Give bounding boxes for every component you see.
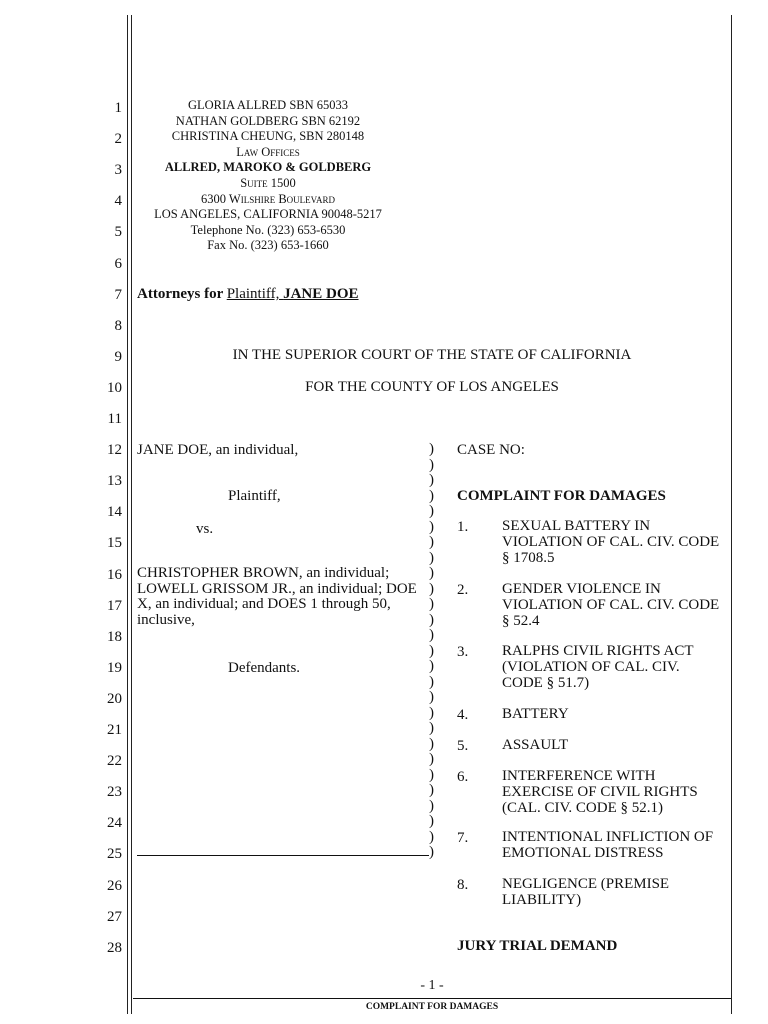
line-number: 22 (107, 753, 122, 770)
caption-paren: ) (429, 689, 434, 705)
suite-line: Suite 1500 (240, 175, 296, 190)
caption-paren: ) (429, 487, 434, 504)
caption-paren: ) (429, 720, 434, 736)
cause-text: SEXUAL BATTERY IN VIOLATION OF CAL. CIV. CODE § 1708.5 (502, 518, 720, 566)
cause-text: NEGLIGENCE (PREMISE LIABILITY) (502, 876, 670, 908)
footer-rule (133, 998, 731, 999)
line-number: 16 (107, 566, 122, 583)
cause-text: GENDER VIOLENCE IN VIOLATION OF CAL. CIV. CODE § 52.4 (502, 581, 720, 629)
line-number: 15 (107, 535, 122, 552)
court-title: IN THE SUPERIOR COURT OF THE STATE OF CALIFORNIA (232, 347, 632, 363)
caption-paren: ) (429, 642, 434, 659)
defendants-role: Defendants. (228, 660, 301, 676)
line-number: 28 (107, 939, 122, 956)
caption-paren: ) (429, 828, 434, 845)
cause-text: ASSAULT (502, 737, 569, 753)
line-number: 9 (114, 348, 122, 365)
cause-number: 4. (457, 707, 469, 723)
attorney-line: CHRISTINA CHEUNG, SBN 280148 (171, 129, 365, 144)
plaintiff-role: Plaintiff, (228, 488, 281, 504)
cause-number: 1. (457, 519, 469, 535)
attorneys-for-prefix: Attorneys for (137, 286, 227, 302)
line-number: 12 (107, 442, 122, 459)
attorney-header (137, 98, 399, 254)
caption-paren: ) (429, 596, 434, 612)
line-number: 8 (114, 317, 122, 334)
line-number: 26 (107, 877, 122, 894)
law-offices-label: Law Offices (236, 144, 300, 159)
left-margin-rule-2 (131, 15, 132, 1014)
line-number: 21 (107, 722, 122, 738)
line-number: 14 (107, 504, 122, 521)
cause-number: 5. (457, 738, 469, 754)
caption-paren: ) (429, 503, 434, 519)
line-number: 7 (114, 286, 122, 303)
caption-paren: ) (429, 751, 434, 767)
caption-paren: ) (429, 580, 434, 597)
cause-number: 6. (457, 769, 469, 785)
line-number: 23 (107, 784, 122, 801)
caption-paren: ) (429, 782, 434, 798)
attorney-line: NATHAN GOLDBERG SBN 62192 (175, 113, 361, 128)
cause-text: INTERFERENCE WITH EXERCISE OF CIVIL RIGHTS (CAL. CIV. CODE § 52.1) (502, 768, 698, 816)
caption-paren: ) (429, 627, 434, 643)
line-number: 3 (114, 162, 122, 179)
line-number: 13 (107, 473, 122, 490)
cause-number: 8. (457, 877, 469, 893)
line-number: 11 (107, 411, 122, 427)
cause-text: INTENTIONAL INFLICTION OF EMOTIONAL DISTRESS (502, 829, 714, 861)
cause-text: RALPHS CIVIL RIGHTS ACT (VIOLATION OF CAL. CIV. CODE § 51.7) (502, 643, 694, 691)
cause-number: 3. (457, 644, 469, 660)
caption-paren: ) (429, 534, 434, 550)
line-number: 4 (114, 193, 122, 210)
line-number: 6 (114, 255, 122, 272)
plaintiff-name: JANE DOE, an individual, (137, 442, 299, 458)
attorneys-for-line (137, 286, 359, 302)
cause-number: 7. (457, 830, 469, 846)
line-number: 17 (107, 597, 122, 614)
caption-paren: ) (429, 704, 434, 721)
attorneys-for-name: JANE DOE (283, 286, 359, 302)
complaint-title: COMPLAINT FOR DAMAGES (457, 488, 666, 504)
line-number: 18 (107, 628, 122, 645)
jury-trial-demand: JURY TRIAL DEMAND (457, 938, 618, 954)
case-number-label: CASE NO: (457, 442, 525, 458)
line-number: 19 (107, 659, 122, 676)
city-line: LOS ANGELES, CALIFORNIA 90048-5217 (154, 207, 382, 222)
line-number: 10 (107, 379, 122, 396)
caption-paren: ) (429, 673, 434, 690)
versus: vs. (196, 521, 214, 537)
line-number: 25 (107, 846, 122, 863)
caption-paren: ) (429, 658, 434, 674)
caption-paren: ) (429, 813, 434, 829)
caption-paren: ) (429, 844, 434, 860)
caption-paren: ) (429, 735, 434, 752)
footer-title: COMPLAINT FOR DAMAGES (365, 1002, 499, 1012)
line-number: 24 (107, 815, 122, 832)
telephone-line: Telephone No. (323) 653-6530 (190, 222, 346, 237)
line-number: 27 (107, 908, 122, 925)
caption-underline (137, 855, 429, 856)
cause-text: BATTERY (502, 706, 569, 722)
attorneys-for-party: Plaintiff, (226, 286, 284, 302)
caption-paren: ) (429, 441, 434, 457)
line-number: 20 (107, 690, 122, 707)
line-number: 2 (114, 131, 122, 148)
caption-paren: ) (429, 472, 434, 488)
caption-paren: ) (429, 797, 434, 814)
defendants-names: CHRISTOPHER BROWN, an individual; LOWELL GRISSOM JR., an individual; DOE X, an individual; and DOES 1 through 50, inclusive, (137, 565, 417, 628)
caption-paren: ) (429, 766, 434, 783)
street-line: 6300 Wilshire Boulevard (201, 191, 335, 206)
left-margin-rule-1 (127, 15, 128, 1014)
attorney-line: GLORIA ALLRED SBN 65033 (187, 98, 349, 112)
caption-paren: ) (429, 549, 434, 566)
caption-paren: ) (429, 456, 434, 473)
caption-paren: ) (429, 518, 434, 535)
line-number: 5 (114, 224, 122, 241)
fax-line: Fax No. (323) 653-1660 (207, 238, 329, 253)
caption-paren: ) (429, 611, 434, 628)
firm-name: ALLRED, MAROKO & GOLDBERG (164, 160, 372, 175)
cause-number: 2. (457, 582, 469, 598)
county-title: FOR THE COUNTY OF LOS ANGELES (305, 379, 559, 395)
page-number: - 1 - (420, 978, 444, 993)
right-margin-rule (731, 15, 732, 1014)
caption-paren: ) (429, 565, 434, 581)
line-number: 1 (114, 100, 122, 116)
